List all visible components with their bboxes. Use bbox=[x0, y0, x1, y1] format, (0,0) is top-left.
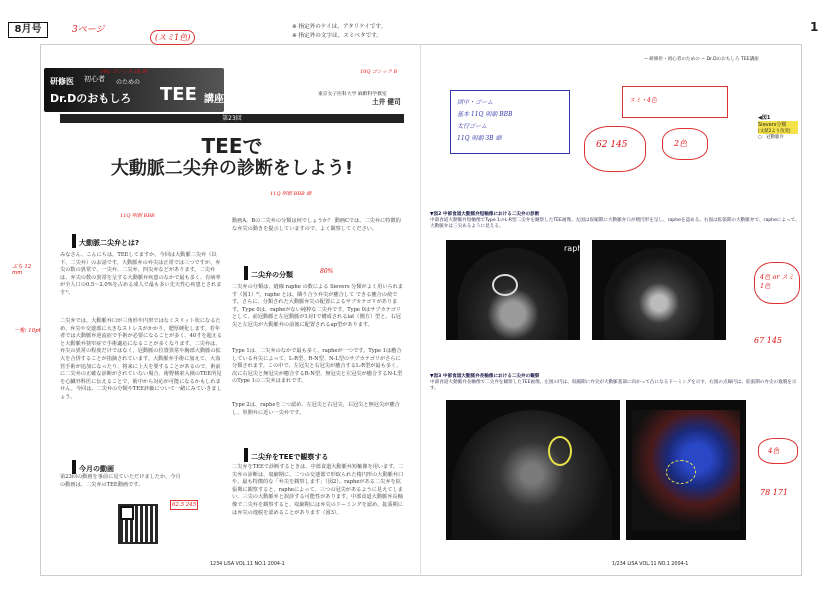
page-number: 1 bbox=[810, 20, 819, 34]
fig3-caption bbox=[430, 374, 800, 392]
spec-line-2: 基本 11Q 明朝 BBB bbox=[457, 111, 513, 118]
month-tag: 8月号 bbox=[8, 22, 48, 38]
series-line3: のための bbox=[116, 79, 141, 86]
fig2-size-note: 67 145 bbox=[754, 336, 782, 345]
paragraph-movie: 第23回の動画を事前に見ていただけましたか。今月の動画は、二尖弁のTEE動画です。 bbox=[60, 474, 181, 488]
spec-line-4: 11Q 明朝 3B 細 bbox=[457, 135, 502, 142]
side-note-left: ぶち 12 mm bbox=[12, 264, 32, 276]
fig3-image-left bbox=[446, 400, 620, 540]
section-bar bbox=[244, 266, 248, 280]
author-affiliation: 東京女子医科大学 麻酔科学教室 bbox=[318, 92, 387, 97]
underline-note: 80% bbox=[320, 268, 334, 275]
paragraph-mid-5: 二尖弁をTEEで診断するときは、中部食道大動脈弁短軸像を用います。二尖弁の診断は、収縮期に、二つの交連部で形取られた楕円形の大動脈弁口や、最も特徴的な「弁尖を観察します」（図2）。rapheがある二尖弁を拡張期に観察すると、rapheによって、三つの冠尖があるように見えてしまい、三尖の大動脈弁と誤診する可能性があります。中部食道大動脈弁長軸像で二尖弁を観察すると、収縮期には弁尖のドーミングを認め、拡張期には弁尖の逸脱を認めることがあります（図3）。 bbox=[232, 464, 404, 516]
series-tee: TEE bbox=[160, 84, 197, 105]
section-what-label: 大動脈二尖弁とは? bbox=[79, 239, 140, 247]
typeset-note: 10Q ゴシック B bbox=[360, 69, 398, 75]
paragraph-mid-1: 動画A、Bの二尖弁の分類は何でしょうか？ 動画Cでは、二尖弁に特徴的な弁尖の動きを提示していますので、よく観察してください。 bbox=[232, 218, 401, 232]
spec-line-1: 囲中・ゴーム bbox=[457, 99, 494, 106]
footer-right: 1/234 LiSA VOL.11 NO.1 2004-1 bbox=[612, 562, 689, 567]
fig3-sector bbox=[452, 410, 612, 540]
color-note: 2色 bbox=[674, 139, 688, 148]
paragraph-mid-3: Type 1は、二尖弁のなかで最も多く、rapheが一つです。Type 1は癒合している弁尖によって、L-R型、R-N型、N-L型のサブカテゴリがさらに分類されます。この中で、左冠尖と右冠尖が癒合するL-R型が最も多く、次に右冠尖と無冠尖が癒合するR-N型、無冠尖と左冠尖が癒合するN-L型のType 1の二尖弁はまれです。 bbox=[232, 348, 403, 385]
fig1-key-title: ◀図1 bbox=[758, 115, 771, 121]
running-head: − 研修医・初心者のための − Dr.Dのおもしろ TEE講座 bbox=[644, 57, 759, 62]
section-bar bbox=[72, 460, 76, 474]
page-note: 3ページ bbox=[72, 25, 105, 35]
size-note: 62 145 bbox=[596, 140, 628, 150]
fig2-caption-title: ▼図2 中部食道大動脈弁短軸像における二尖弁の診断 bbox=[430, 212, 540, 217]
qr-code-marker bbox=[120, 506, 134, 520]
fig2-sector bbox=[604, 248, 714, 340]
fig2-image-right bbox=[592, 240, 726, 340]
fig2-label-raphe: raphe bbox=[564, 244, 588, 253]
fig1-frame bbox=[622, 86, 728, 118]
fig3-caption-body: 中部食道大動脈弁長軸像で二尖弁を観察したTEE画像。左図の円は、収縮期に弁尖が大動脈基部に向かって凸になるドーミングを示す。右図の点線円は、拡張期の弁尖の逸脱を示す。 bbox=[430, 380, 797, 391]
paragraph-left-1: みなさん、こんにちは。TEEしてますか。今回は大動脈二尖弁（以下、二尖弁）のお話です。大動脈弁の弁尖は正常では三つですが、弁尖の数の異常で、一尖弁、二尖弁、四尖弁などがあります。二尖弁は、弁尖の数の異常を呈する大動脈弁疾患のなかで最も多く、有病率が全人口の0.5〜2.0%を占める成人で最も多い先天性心疾患とされます¹⁾。 bbox=[60, 252, 222, 296]
section-tee-view bbox=[244, 444, 328, 463]
fig3-size-note: 78 171 bbox=[760, 488, 788, 497]
paragraph-mid-2: 二尖弁の分類は、縫線 raphe の数による Sievers 分類がよく用いられます（図1）²⁾。raphe とは、隣り合う弁尖が癒合して できる癒合の痕です。さらに、分類された大動脈弁尖の配置によるサブカテゴリがあります。Type 0は、rapheがない純粋な二尖弁です。Type 0はサブカテゴリとして、前冠動脈と左冠動脈が1対1で構成されるlat（側方）型と、右冠尖と左冠尖が大動脈弁の前後に配置されるap型があります。 bbox=[232, 284, 404, 328]
article-number-bar bbox=[60, 114, 404, 123]
section-bar bbox=[244, 448, 248, 462]
paragraph-left-2: 二尖弁では、大動脈弁口が三角形や円形ではなくスリット状になるため、弁尖や交連部に大きなストレスがかかり、肥厚硬化します。若年者では大動脈弁逆流症で手術が必要になることが多く、40才を超えると大動脈弁狭窄症で手術適応になることが多くなります。二尖弁は、弁尖の異常の程度だけではなく、冠動脈の位置異常や胸部大動脈の拡大を合併することが指摘されています。大動脈弁手術に加えて、大血管手術が追加になったり、将来に上大を要することがあるので、術前に二尖弁の正確な診断がされていない場合、術野検索入検のTEE所見を心臓外科医に伝えることで、術中から対応が可能になるかもしれません。今回は、二尖弁の分類やTEE評価について一緒にみていきましょう。 bbox=[60, 318, 223, 400]
notice-2: ※ 指定外の文字は、スミベタです。 bbox=[292, 33, 382, 39]
spec-box bbox=[450, 90, 570, 154]
spec-line-3: 太行ゴーム bbox=[457, 123, 488, 130]
section-classification bbox=[244, 262, 293, 281]
font-note-2: 11Q 明朝 BBB bbox=[120, 213, 155, 219]
corner-note: (スミ1色) bbox=[150, 30, 195, 45]
fig2-caption bbox=[430, 212, 800, 230]
font-note-title: 14Q ゴシック 3B 細 bbox=[100, 69, 147, 75]
fig2-color-note: 4色 or スミ1色 bbox=[760, 273, 795, 290]
margin-note: 一覧: 10pt bbox=[14, 328, 41, 334]
series-title: Dr.Dのおもしろ bbox=[50, 92, 132, 105]
author-name: 土井 健司 bbox=[372, 98, 401, 106]
series-suffix: 講座 bbox=[204, 94, 224, 105]
section-bar bbox=[72, 234, 76, 248]
fig1-key-line1: Sievers分類 bbox=[758, 121, 798, 128]
fig3-image-right bbox=[626, 400, 746, 540]
article-title-line1: TEEで bbox=[201, 134, 263, 158]
section-tee-view-label: 二尖弁をTEEで観察する bbox=[251, 453, 329, 461]
fig2-sector bbox=[458, 248, 568, 340]
fig3-caption-title: ▼図3 中部食道大動脈弁長軸像における二尖弁の観察 bbox=[430, 374, 540, 379]
series-line1: 研修医 bbox=[50, 77, 74, 86]
fig2-caption-body: 中部食道大動脈弁短軸像でType 1のL-R型二尖弁を観察したTEE画像。左図は収縮期に大動脈弁口が楕円形を呈し、rapheを認める。右図は拡張期の大動脈弁で、rapheによって、大動脈弁は三尖あるように見える。 bbox=[430, 218, 800, 229]
fig1-key-line2: (文献2より改変) bbox=[758, 128, 798, 134]
dim-note: 62.5 245 bbox=[172, 502, 197, 508]
page-spine bbox=[420, 44, 421, 574]
font-note-3: 11Q 明朝 BBB 細 bbox=[270, 191, 312, 197]
section-classification-label: 二尖弁の分類 bbox=[251, 271, 293, 279]
paragraph-mid-4: Type 2は、rapheを二つ認め、左冠尖と右冠尖、右冠尖と無冠尖が癒合し、単開弁に近い一尖弁です。 bbox=[232, 402, 400, 416]
fig1-key bbox=[758, 114, 798, 140]
footer-left: 1234 LiSA VOL.11 NO.1 2004-1 bbox=[210, 562, 285, 567]
section-what bbox=[72, 230, 139, 249]
fig2-image-left bbox=[446, 240, 580, 340]
fig2-valve-ring bbox=[492, 274, 518, 296]
article-title-line2: 大動脈二尖弁の診断をしよう! bbox=[110, 158, 354, 179]
fig1-note: スミ・4色 bbox=[629, 97, 657, 104]
section-movie-label: 今月の動画 bbox=[79, 465, 114, 473]
fig3-color-note: 4色 bbox=[768, 447, 780, 455]
series-line2: 初心者 bbox=[84, 75, 105, 83]
fig3-dotted-circle bbox=[666, 460, 696, 484]
fig1-key-line3: ○：冠動脈弁 bbox=[758, 135, 784, 140]
section-movie bbox=[72, 456, 114, 475]
fig3-doming-circle bbox=[548, 436, 572, 466]
article-number: 第23回 bbox=[222, 115, 242, 122]
notice-1: ※ 指定外のケイは、アタリケイです。 bbox=[292, 24, 387, 30]
